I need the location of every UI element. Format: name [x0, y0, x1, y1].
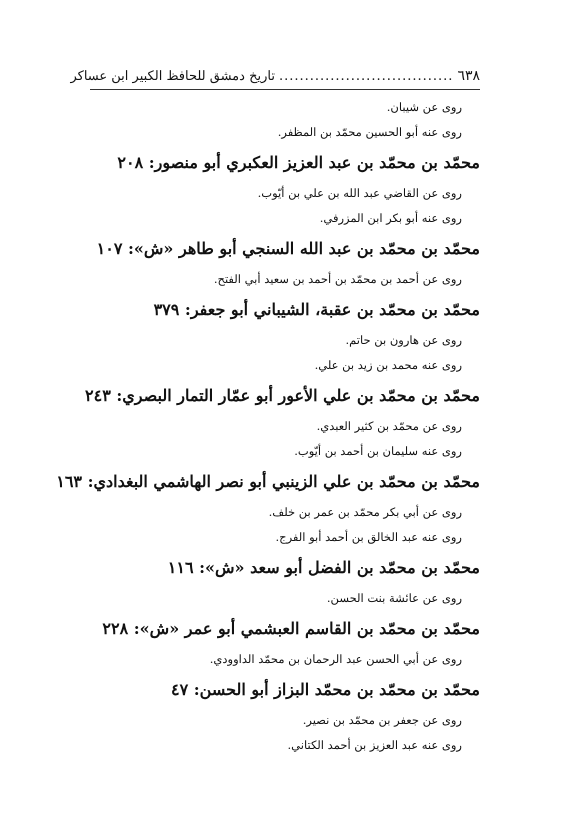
header-rule [90, 89, 480, 90]
narration-line: روى عن أبي بكر محمّد بن عمر بن خلف. [268, 505, 462, 519]
narration-line: روى عنه أبو بكر ابن المزرفي. [319, 211, 462, 225]
entry-heading: محمّد بن محمّد بن عقبة، الشيباني أبو جعفر: ٣٧٩ [153, 300, 480, 319]
page-number: ٦٣٨ [457, 68, 480, 84]
narration-line: روى عنه عبد الخالق بن أحمد أبو الفرج. [275, 530, 462, 544]
narration-line: روى عنه أبو الحسين محمّد بن المظفر. [277, 125, 462, 139]
entry-heading: محمّد بن محمّد بن الفضل أبو سعد «ش»: ١١٦ [167, 558, 480, 577]
narration-line: روى عن جعفر بن محمّد بن نصير. [302, 713, 462, 727]
narration-line: روى عن أبي الحسن عبد الرحمان بن محمّد الداوودي. [209, 652, 462, 666]
entry-heading: محمّد بن محمّد بن القاسم العبشمي أبو عمر «ش»: ٢٢٨ [102, 619, 480, 638]
narration-line: روى عنه سليمان بن أحمد بن أيّوب. [294, 444, 462, 458]
narration-line: روى عنه محمد بن زيد بن علي. [314, 358, 462, 372]
narration-line: روى عن عائشة بنت الحسن. [326, 591, 462, 605]
leader-dots: .................................. [278, 68, 454, 84]
narration-line: روى عنه عبد العزيز بن أحمد الكتاني. [287, 738, 462, 752]
entry-heading: محمّد بن محمّد بن عبد العزيز العكبري أبو منصور: ٢٠٨ [117, 153, 480, 172]
running-header [70, 66, 480, 86]
narration-line: روى عن محمّد بن كثير العبدي. [316, 419, 462, 433]
narration-line: روى عن أحمد بن محمّد بن أحمد بن سعيد أبي الفتح. [213, 272, 462, 286]
narration-line: روى عن القاضي عبد الله بن علي بن أيّوب. [257, 186, 462, 200]
narration-line: روى عن هارون بن حاتم. [345, 333, 462, 347]
book-title: تاريخ دمشق للحافظ الكبير ابن عساكر [70, 68, 275, 84]
entry-heading: محمّد بن محمّد بن عبد الله السنجي أبو طاهر «ش»: ١٠٧ [96, 239, 480, 258]
entries-list [56, 95, 480, 758]
narration-line: روى عن شيبان. [386, 100, 462, 114]
entry-heading: محمّد بن محمّد بن محمّد البزاز أبو الحسن: ٤٧ [171, 680, 480, 699]
entry-heading: محمّد بن محمّد بن علي الزينبي أبو نصر الهاشمي البغدادي: ١٦٣ [56, 472, 480, 491]
entry-heading: محمّد بن محمّد بن علي الأعور أبو عمّار التمار البصري: ٢٤٣ [85, 386, 480, 405]
